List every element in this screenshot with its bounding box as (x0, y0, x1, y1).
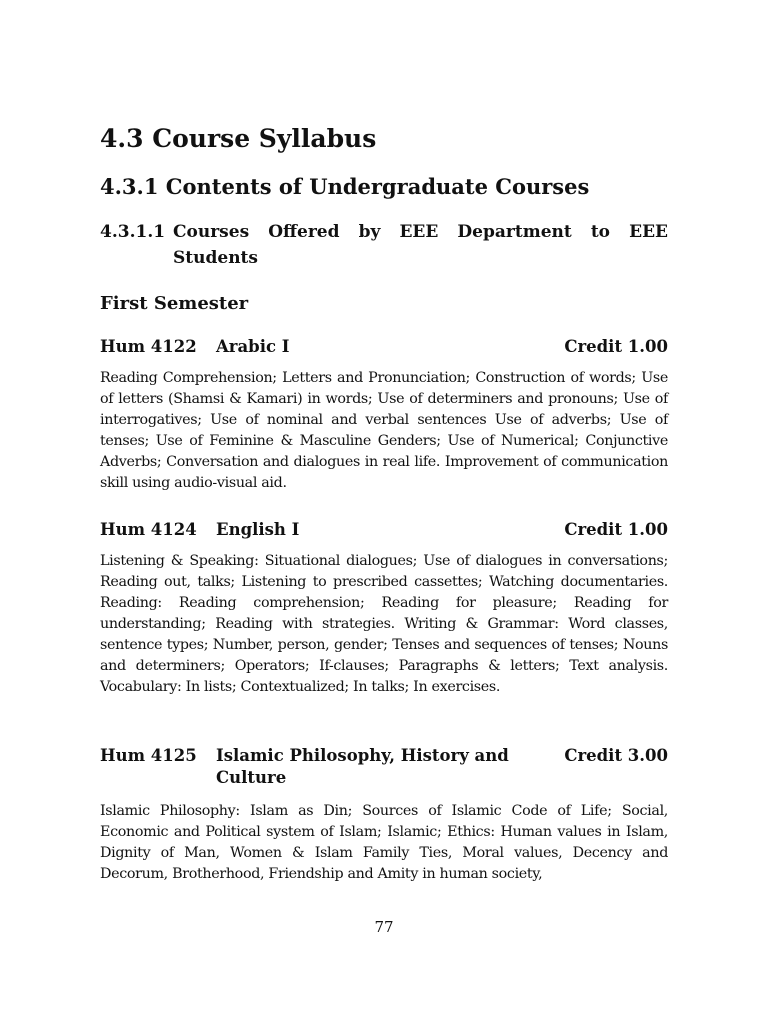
document-page (100, 0, 668, 1024)
course-block (100, 519, 668, 698)
subsubsection-number: 4.3.1.1 (100, 222, 166, 242)
course-credit: Credit 1.00 (564, 337, 668, 356)
course-header (100, 519, 668, 541)
course-header (100, 336, 668, 358)
subsubsection-title (173, 219, 668, 271)
subsubsection-title-line1: Courses Offered by EEE Department to EEE (173, 222, 668, 242)
course-code: Hum 4122 (100, 337, 197, 356)
course-code: Hum 4125 (100, 746, 197, 765)
course-description: Listening & Speaking: Situational dialogues; Use of dialogues in conversations; Reading out, talks; Listening to prescribed cassettes; Watching documentaries. Reading: Reading comprehension; Reading for pleasure; Reading for understanding; Reading with strategies. Writing & Grammar: Word classes, sentence types; Number, person, gender; Tenses and sequences of tenses; Nouns and determiners; Operators; If-clauses; Paragraphs & letters; Text analysis. Vocabulary: In lists; Contextualized; In talks; In exercises. (100, 553, 668, 695)
course-credit: Credit 3.00 (564, 746, 668, 765)
course-header (100, 745, 668, 791)
section-heading: 4.3 Course Syllabus (100, 124, 377, 153)
subsubsection-heading (100, 219, 668, 271)
course-block (100, 745, 668, 885)
course-description: Reading Comprehension; Letters and Pronunciation; Construction of words; Use of letters (Shamsi & Kamari) in words; Use of determiners and pronouns; Use of interrogatives; Use of nominal and verbal sentences Use of adverbs; Use of tenses; Use of Feminine & Masculine Genders; Use of Numerical; Conjunctive Adverbs; Conversation and dialogues in real life. Improvement of communication skill using audio-visual aid. (100, 370, 668, 491)
course-description: Islamic Philosophy: Islam as Din; Sources of Islamic Code of Life; Social, Economic and Political system of Islam; Islamic; Ethics: Human values in Islam, Dignity of Man, Women & Islam Family Ties, Moral values, Decency and Decorum, Brotherhood, Friendship and Amity in human society, (100, 803, 668, 882)
course-code: Hum 4124 (100, 520, 197, 539)
course-credit: Credit 1.00 (564, 520, 668, 539)
semester-heading: First Semester (100, 293, 249, 314)
course-block (100, 336, 668, 494)
subsection-heading: 4.3.1 Contents of Undergraduate Courses (100, 174, 590, 199)
course-title: Islamic Philosophy, History and Culture (216, 746, 509, 787)
course-title: English I (216, 520, 300, 539)
course-title: Arabic I (216, 337, 290, 356)
page-number: 77 (374, 918, 394, 936)
subsubsection-title-line2: Students (173, 248, 258, 268)
